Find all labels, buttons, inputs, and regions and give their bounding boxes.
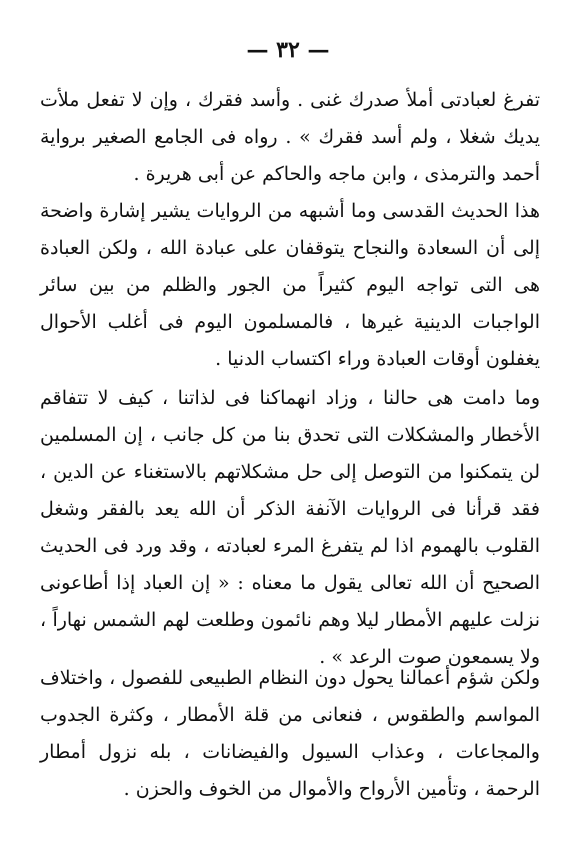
paragraph-text: هذا الحديث القدسى وما أشبهه من الروايات يشير إشارة واضحة إلى أن السعادة والنجاح يتوقفان على عبادة الله ، ولكن العبادة هى التى تواجه اليوم كثيراً من الجور والظلم من بين سائر الواجبات الدينية غيرها ، فالمسلمون اليوم فى أغلب الأحوال يغفلون أوقات العبادة وراء اكتساب الدنيا . — [40, 200, 540, 370]
paragraph-3 — [40, 380, 540, 676]
paragraph-text: وما دامت هى حالنا ، وزاد انهماكنا فى لذاتنا ، كيف لا تتفاقم الأخطار والمشكلات التى تحدق بنا من كل جانب ، إن المسلمين لن يتمكنوا من التوصل إلى حل مشكلاتهم بالاستغناء عن الدين ، فقد قرأنا فى الروايات الآنفة الذكر أن الله يعد بالفقر وشغل القلوب بالهموم اذا لم يتفرغ المرء لعبادته ، وقد ورد فى الحديث الصحيح أن الله تعالى يقول ما معناه : « إن العباد إذا أطاعونى نزلت عليهم الأمطار ليلا وهم نائمون وطلعت لهم الشمس نهاراً ، ولا يسمعون صوت الرعد » . — [40, 387, 540, 668]
paragraph-4 — [40, 660, 540, 808]
paragraph-text: ولكن شؤم أعمالنا يحول دون النظام الطبيعى للفصول ، واختلاف المواسم والطقوس ، فنعانى من قلة الأمطار ، وكثرة الجدوب والمجاعات ، وعذاب السيول والفيضانات ، بله نزول أمطار الرحمة ، وتأمين الأرواح والأموال من الخوف والحزن . — [40, 667, 540, 800]
page-number: — ٣٢ — — [246, 37, 330, 63]
paragraph-text: تفرغ لعبادتى أملأ صدرك غنى . وأسد فقرك ، وإن لا تفعل ملأت يديك شغلا ، ولم أسد فقرك » . رواه فى الجامع الصغير برواية أحمد والترمذى ، وابن ماجه والحاكم عن أبى هريرة . — [40, 89, 540, 185]
paragraph-1 — [40, 82, 540, 193]
paragraph-2 — [40, 193, 540, 378]
